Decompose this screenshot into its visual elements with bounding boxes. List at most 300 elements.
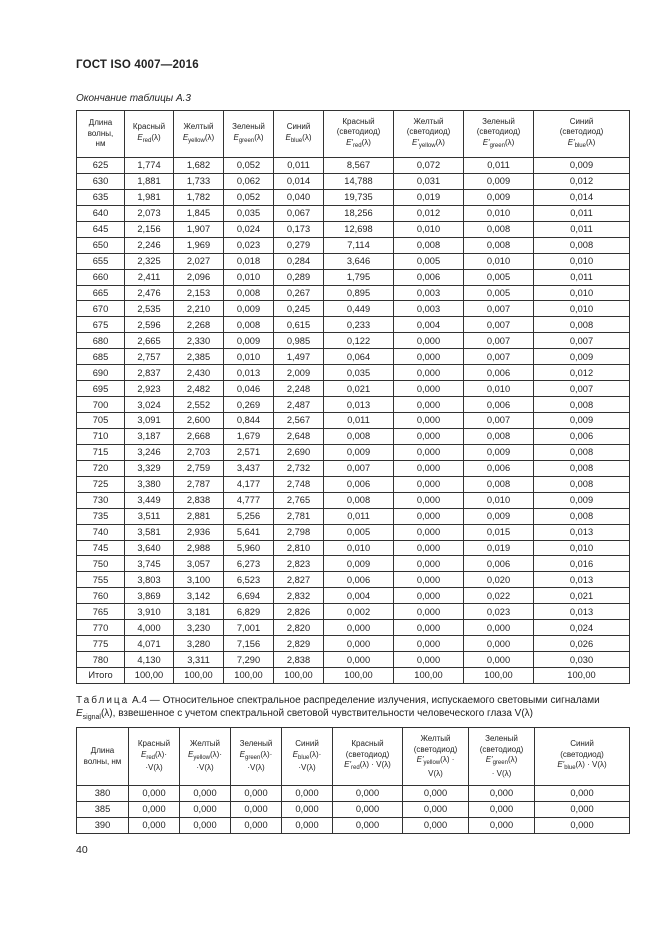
table-cell: 18,256 [324,205,394,221]
table-cell: 1,682 [174,158,224,174]
table-a4 [76,727,630,834]
table-cell: 0,024 [534,620,630,636]
table-cell: 725 [77,476,125,492]
table-cell: 0,000 [464,636,534,652]
table-cell: 0,008 [394,237,464,253]
table-cell: 0,267 [274,285,324,301]
table-cell: 0,007 [464,333,534,349]
table-cell: 3,100 [174,572,224,588]
table-cell: 0,011 [534,205,630,221]
table-cell: 0,011 [464,158,534,174]
table-cell: 2,881 [174,508,224,524]
table-cell: 7,001 [224,620,274,636]
table-cell: 0,019 [464,540,534,556]
header-red-led: Красный (светодиод) $E'_{red}(\lambda) \cdot V(\lambda)$ [333,728,403,786]
table-cell: 0,173 [274,221,324,237]
table-cell: 3,646 [324,253,394,269]
table-cell: 2,411 [125,269,174,285]
table-cell: 0,016 [534,556,630,572]
table-row [77,801,630,817]
table-cell: 5,960 [224,540,274,556]
table-cell: 0,000 [394,508,464,524]
table-cell: 0,005 [394,253,464,269]
table-row [77,158,630,174]
header-yellow-led: Желтый (светодиод) $E'_{yellow}(\lambda)$ [394,111,464,158]
table-cell: 3,187 [125,428,174,444]
table-row [77,460,630,476]
table-cell: 680 [77,333,125,349]
table-cell: 2,600 [174,413,224,429]
table-cell: 675 [77,317,125,333]
table-cell: 0,072 [394,158,464,174]
table-cell: 0,000 [535,786,630,802]
table-cell: 0,000 [394,492,464,508]
table-cell: 0,000 [394,524,464,540]
table-cell: 100,00 [534,668,630,684]
table-row [77,317,630,333]
table-cell: 2,765 [274,492,324,508]
table-cell: 3,511 [125,508,174,524]
table-cell: 0,000 [394,365,464,381]
table-row [77,588,630,604]
table-cell: 0,000 [180,801,231,817]
table-cell: 0,269 [224,397,274,413]
table-cell: 4,000 [125,620,174,636]
document-header: ГОСТ ISO 4007—2016 [76,59,199,71]
table-cell: 0,009 [464,444,534,460]
table-cell: 2,690 [274,444,324,460]
table-cell: 0,000 [282,786,333,802]
table-cell: 660 [77,269,125,285]
table-cell: 7,156 [224,636,274,652]
table-row [77,668,630,684]
table-cell: 1,497 [274,349,324,365]
table-cell: 4,177 [224,476,274,492]
table-cell: 2,823 [274,556,324,572]
table-cell: 2,268 [174,317,224,333]
table-cell: 2,798 [274,524,324,540]
table-cell: 3,057 [174,556,224,572]
table-cell: 1,969 [174,237,224,253]
table-cell: 0,000 [394,349,464,365]
table-cell: 3,869 [125,588,174,604]
table-cell: 100,00 [464,668,534,684]
table-cell: 7,114 [324,237,394,253]
table-cell: 0,022 [464,588,534,604]
table-cell: 2,832 [274,588,324,604]
table-cell: 0,062 [224,173,274,189]
table-row [77,333,630,349]
table-cell: 0,000 [394,572,464,588]
table-cell: 710 [77,428,125,444]
table-cell: 2,829 [274,636,324,652]
table-cell: 0,002 [324,604,394,620]
table-cell: 100,00 [324,668,394,684]
table-cell: 2,668 [174,428,224,444]
table-cell: 0,000 [324,620,394,636]
table-cell: 0,000 [129,801,180,817]
table-cell: 0,615 [274,317,324,333]
table-cell: 3,910 [125,604,174,620]
table-cell: 0,019 [394,189,464,205]
table-cell: 0,003 [394,301,464,317]
table-cell: 2,703 [174,444,224,460]
table-cell: 100,00 [174,668,224,684]
table-cell: 0,006 [534,428,630,444]
table-cell: 0,005 [324,524,394,540]
table-cell: 765 [77,604,125,620]
table-cell: 0,007 [464,349,534,365]
table-cell: 0,007 [534,333,630,349]
table-row [77,444,630,460]
table-cell: 2,248 [274,381,324,397]
table-cell: 3,311 [174,652,224,668]
table-cell: 12,698 [324,221,394,237]
table-cell: 720 [77,460,125,476]
table-cell: 650 [77,237,125,253]
header-red: Красный $E_{red}(\lambda)\cdot$ ·V(λ) [129,728,180,786]
table-row [77,253,630,269]
table-cell: 0,009 [534,413,630,429]
table-cell: 0,000 [469,817,535,833]
table-cell: 2,156 [125,221,174,237]
table-row [77,572,630,588]
table-cell: 2,535 [125,301,174,317]
table-row [77,556,630,572]
table-cell: 0,007 [464,301,534,317]
table-row [77,524,630,540]
table-cell: 715 [77,444,125,460]
table-cell: 2,820 [274,620,324,636]
table-cell: 0,007 [464,317,534,333]
table-a4-caption-text: — Относительное спектральное распределение излучения, испускаемого световыми сигналами [149,695,600,706]
table-row [77,604,630,620]
table-cell: 745 [77,540,125,556]
table-cell: 385 [77,801,129,817]
table-cell: 0,000 [535,817,630,833]
table-cell: 685 [77,349,125,365]
table-cell: 700 [77,397,125,413]
table-cell: 0,006 [464,556,534,572]
table-cell: 3,437 [224,460,274,476]
header-yellow: Желтый $E_{yellow}(\lambda)\cdot$ ·V(λ) [180,728,231,786]
table-cell: 0,011 [274,158,324,174]
table-cell: 2,923 [125,381,174,397]
table-cell: 0,008 [534,397,630,413]
table-cell: 0,064 [324,349,394,365]
table-cell: 0,000 [180,817,231,833]
table-cell: 2,153 [174,285,224,301]
table-cell: 2,552 [174,397,224,413]
table-cell: 2,732 [274,460,324,476]
table-cell: 7,290 [224,652,274,668]
table-cell: 0,000 [469,801,535,817]
table-cell: 0,008 [224,317,274,333]
table-cell: 0,000 [403,801,469,817]
table-cell: 0,052 [224,158,274,174]
table-cell: 0,006 [324,476,394,492]
table-cell: 0,844 [224,413,274,429]
table-cell: 0,233 [324,317,394,333]
table-cell: 0,035 [224,205,274,221]
table-cell: 630 [77,173,125,189]
table-cell: 0,014 [534,189,630,205]
table-cell: 0,004 [394,317,464,333]
table-cell: 0,279 [274,237,324,253]
table-cell: 0,011 [534,221,630,237]
table-cell: 0,008 [534,476,630,492]
table-a3-caption: Окончание таблицы А.3 [76,93,191,104]
table-cell: 0,010 [464,253,534,269]
header-green: Зеленый $E_{green}(\lambda)\cdot$ ·V(λ) [231,728,282,786]
table-cell: 0,005 [464,269,534,285]
table-a3 [76,110,630,684]
table-cell: 740 [77,524,125,540]
table-cell: 760 [77,588,125,604]
table-cell: 3,246 [125,444,174,460]
table-cell: 2,430 [174,365,224,381]
table-cell: 0,015 [464,524,534,540]
table-row [77,476,630,492]
table-row [77,817,630,833]
table-cell: 2,648 [274,428,324,444]
table-cell: 705 [77,413,125,429]
table-row [77,189,630,205]
table-cell: 780 [77,652,125,668]
table-cell: 0,000 [403,786,469,802]
table-row [77,381,630,397]
table-cell: 695 [77,381,125,397]
table-cell: 0,052 [224,189,274,205]
table-cell: 0,021 [324,381,394,397]
table-cell: 0,010 [224,349,274,365]
table-cell: 3,280 [174,636,224,652]
table-cell: 2,246 [125,237,174,253]
table-cell: 0,067 [274,205,324,221]
table-cell: 2,757 [125,349,174,365]
table-cell: 100,00 [394,668,464,684]
table-row [77,205,630,221]
table-cell: 0,008 [464,476,534,492]
table-cell: 0,013 [324,397,394,413]
table-row [77,349,630,365]
table-cell: 0,009 [534,349,630,365]
table-cell: 3,230 [174,620,224,636]
table-cell: 0,014 [274,173,324,189]
table-cell: 1,795 [324,269,394,285]
table-a4-caption-number: А.4 [132,695,148,706]
table-cell: 0,000 [394,620,464,636]
table-a4-body [77,786,630,834]
table-cell: 0,000 [324,652,394,668]
table-cell: 635 [77,189,125,205]
table-cell: 0,985 [274,333,324,349]
table-cell: 0,000 [464,620,534,636]
table-cell: 0,008 [464,221,534,237]
table-cell: 8,567 [324,158,394,174]
header-green-led: Зеленый (светодиод) $E'_{green}(\lambda)$ · V(λ) [469,728,535,786]
table-cell: 2,487 [274,397,324,413]
table-cell: 0,026 [534,636,630,652]
table-row [77,237,630,253]
header-wavelength: Длина волны, нм [77,111,125,158]
table-cell: 390 [77,817,129,833]
table-cell: 0,000 [394,428,464,444]
table-cell: 0,000 [394,333,464,349]
table-cell: 4,071 [125,636,174,652]
table-cell: 6,829 [224,604,274,620]
table-cell: 0,000 [231,801,282,817]
table-cell: 1,907 [174,221,224,237]
table-cell: 0,000 [129,786,180,802]
table-cell: 0,284 [274,253,324,269]
header-yellow-led: Желтый (светодиод) $E'_{yellow}(\lambda)$ · V(λ) [403,728,469,786]
table-cell: 2,482 [174,381,224,397]
table-cell: 0,000 [333,786,403,802]
table-row [77,413,630,429]
table-cell: 0,000 [394,556,464,572]
table-cell: 0,000 [231,786,282,802]
table-cell: 0,012 [534,173,630,189]
table-cell: 5,256 [224,508,274,524]
table-cell: 2,837 [125,365,174,381]
table-cell: 0,007 [324,460,394,476]
table-cell: 750 [77,556,125,572]
table-cell: 1,845 [174,205,224,221]
table-cell: 2,009 [274,365,324,381]
table-cell: 670 [77,301,125,317]
table-cell: 0,006 [324,572,394,588]
table-cell: 2,096 [174,269,224,285]
table-row [77,365,630,381]
table-cell: 0,008 [534,317,630,333]
table-cell: 380 [77,786,129,802]
table-cell: 0,000 [469,786,535,802]
table-cell: 0,013 [534,572,630,588]
header-blue-led: Синий (светодиод) $E'_{blue}(\lambda)$ [534,111,630,158]
table-cell: 0,008 [534,444,630,460]
table-cell: 1,774 [125,158,174,174]
table-row [77,540,630,556]
table-row [77,620,630,636]
table-cell: 0,000 [394,636,464,652]
table-cell: 100,00 [125,668,174,684]
table-cell: 0,035 [324,365,394,381]
table-cell: 0,040 [274,189,324,205]
table-cell: 6,273 [224,556,274,572]
table-cell: 0,006 [464,397,534,413]
table-cell: 690 [77,365,125,381]
table-cell: 0,009 [464,508,534,524]
table-cell: 0,895 [324,285,394,301]
table-cell: 730 [77,492,125,508]
table-cell: 3,449 [125,492,174,508]
table-a4-header-row [77,728,630,786]
table-cell: 0,449 [324,301,394,317]
table-cell: 1,881 [125,173,174,189]
table-a4-caption: Таблица А.4 — Относительное спектральное распределение излучения, испускаемого световыми сигналами $E_{signal}(\lambda)$, взвешенное с учетом спектральной световой чувствительности человеческого глаза V(λ) [76,695,600,721]
table-cell: 0,006 [464,365,534,381]
table-cell: 100,00 [224,668,274,684]
table-cell: 0,010 [464,381,534,397]
table-cell: 0,122 [324,333,394,349]
table-cell: 0,008 [464,237,534,253]
table-row [77,492,630,508]
table-cell: 2,567 [274,413,324,429]
table-cell: 0,005 [464,285,534,301]
header-green: Зеленый $E_{green}(\lambda)$ [224,111,274,158]
table-cell: 2,027 [174,253,224,269]
table-cell: 2,330 [174,333,224,349]
table-a3-body [77,158,630,684]
table-cell: 655 [77,253,125,269]
table-cell: 0,008 [324,428,394,444]
table-cell: 0,000 [333,801,403,817]
table-cell: 0,000 [394,652,464,668]
table-cell: 1,679 [224,428,274,444]
table-cell: 0,000 [394,444,464,460]
table-cell: 0,008 [534,460,630,476]
table-cell: 2,988 [174,540,224,556]
table-cell: 0,000 [282,801,333,817]
table-cell: 2,325 [125,253,174,269]
table-cell: 0,000 [394,381,464,397]
table-cell: 0,000 [333,817,403,833]
table-row [77,285,630,301]
table-cell: 0,000 [324,636,394,652]
table-cell: 0,018 [224,253,274,269]
table-cell: 2,827 [274,572,324,588]
header-wavelength: Длина волны, нм [77,728,129,786]
table-cell: 0,008 [324,492,394,508]
table-cell: 0,031 [394,173,464,189]
table-cell: 755 [77,572,125,588]
table-cell: 0,010 [394,221,464,237]
table-cell: 2,781 [274,508,324,524]
table-cell: 0,003 [394,285,464,301]
table-cell: 0,010 [534,540,630,556]
table-row [77,508,630,524]
table-cell: 735 [77,508,125,524]
table-cell: 625 [77,158,125,174]
table-cell: 0,009 [324,556,394,572]
table-cell: 2,571 [224,444,274,460]
table-cell: 0,289 [274,269,324,285]
table-cell: 0,023 [224,237,274,253]
table-cell: 0,000 [394,413,464,429]
table-cell: 0,009 [224,333,274,349]
table-cell: 0,010 [464,205,534,221]
table-cell: 1,733 [174,173,224,189]
table-a3-header-row [77,111,630,158]
table-cell: 0,021 [534,588,630,604]
table-cell: 5,641 [224,524,274,540]
table-cell: 665 [77,285,125,301]
table-cell: 0,008 [224,285,274,301]
table-cell: 0,010 [534,253,630,269]
table-cell: 0,013 [224,365,274,381]
table-cell: 0,009 [534,492,630,508]
table-cell: 0,011 [534,269,630,285]
table-cell: 1,981 [125,189,174,205]
table-cell: 0,010 [534,285,630,301]
table-cell: 100,00 [274,668,324,684]
table-cell: 0,009 [464,173,534,189]
table-cell: 2,838 [174,492,224,508]
table-cell: 0,009 [224,301,274,317]
table-cell: 0,046 [224,381,274,397]
table-cell: 0,011 [324,413,394,429]
